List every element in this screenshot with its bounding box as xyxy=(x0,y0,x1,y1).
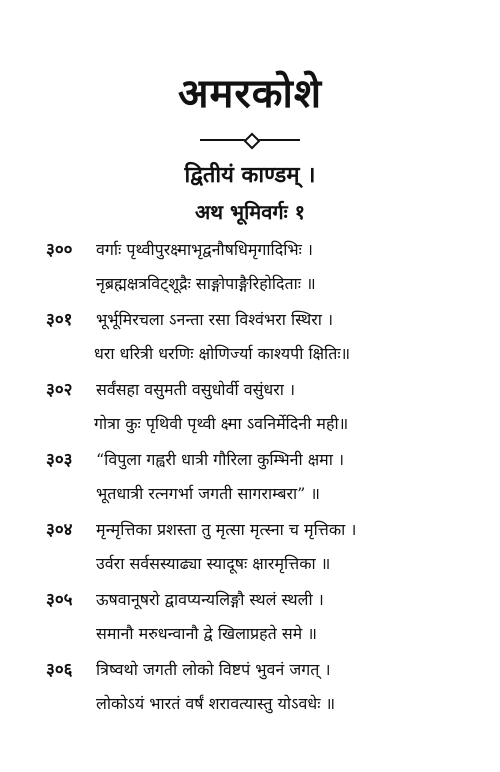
verse-number: ३०३ xyxy=(46,450,73,470)
verse-line-1: त्रिष्वथो जगती लोको विष्टपं भुवनं जगत् । xyxy=(96,660,331,679)
verse-number: ३०४ xyxy=(46,520,73,540)
verse-line-1: ऊषवानूषरो द्वावप्यन्यलिङ्गौ स्थलं स्थली । xyxy=(96,590,324,609)
title-ornament xyxy=(200,134,300,146)
verse-number: ३०२ xyxy=(46,380,73,400)
book-title: अमरकोशे xyxy=(177,70,323,117)
ornament-diamond xyxy=(244,133,261,150)
verse-number: ३०६ xyxy=(46,660,73,680)
verse-line-1: सर्वंसहा वसुमती वसुधोर्वी वसुंधरा । xyxy=(96,380,296,399)
verse-line-1: भूर्भूमिरचला ऽनन्ता रसा विश्वंभरा स्थिरा । xyxy=(96,310,334,329)
verse-line-2: लोकोऽयं भारतं वर्षं शरावत्यास्तु योऽवधेः ॥ xyxy=(96,694,336,713)
verse-line-2: धरा धरित्री धरणिः क्षोणिर्ज्या काश्यपी क्षितिः॥ xyxy=(94,344,351,363)
verse-number: ३०५ xyxy=(46,590,73,610)
verse-line-1: वर्गाः पृथ्वीपुरक्ष्माभृद्वनौषधिमृगादिभिः । xyxy=(96,240,313,259)
verse-line-2: उर्वरा सर्वसस्याढ्या स्यादूषः क्षारमृत्तिका ॥ xyxy=(96,554,331,573)
verse-number: ३०१ xyxy=(46,310,73,330)
subsection-title: अथ भूमिवर्गः १ xyxy=(194,200,305,224)
verse-line-2: नृब्रह्मक्षत्रविट्शूद्रैः साङ्गोपाङ्गैरिहोदिताः ॥ xyxy=(96,274,316,293)
section-title: द्वितीयं काण्डम् । xyxy=(184,162,316,188)
verse-number: ३०० xyxy=(46,240,73,260)
verse-line-2: गोत्रा कुः पृथिवी पृथ्वी क्ष्मा ऽवनिर्मेदिनी मही॥ xyxy=(94,414,349,433)
verse-line-2: समानौ मरुधन्वानौ द्वे खिलाप्रहते समे ॥ xyxy=(96,624,317,643)
verse-line-1: मृन्मृत्तिका प्रशस्ता तु मृत्सा मृत्स्ना च मृत्तिका । xyxy=(96,520,357,539)
verse-line-2: भूतधात्री रत्नगर्भा जगती सागराम्बरा” ॥ xyxy=(96,484,320,503)
verse-line-1: “विपुला गह्वरी धात्री गौरिला कुम्भिनी क्षमा । xyxy=(96,450,345,469)
